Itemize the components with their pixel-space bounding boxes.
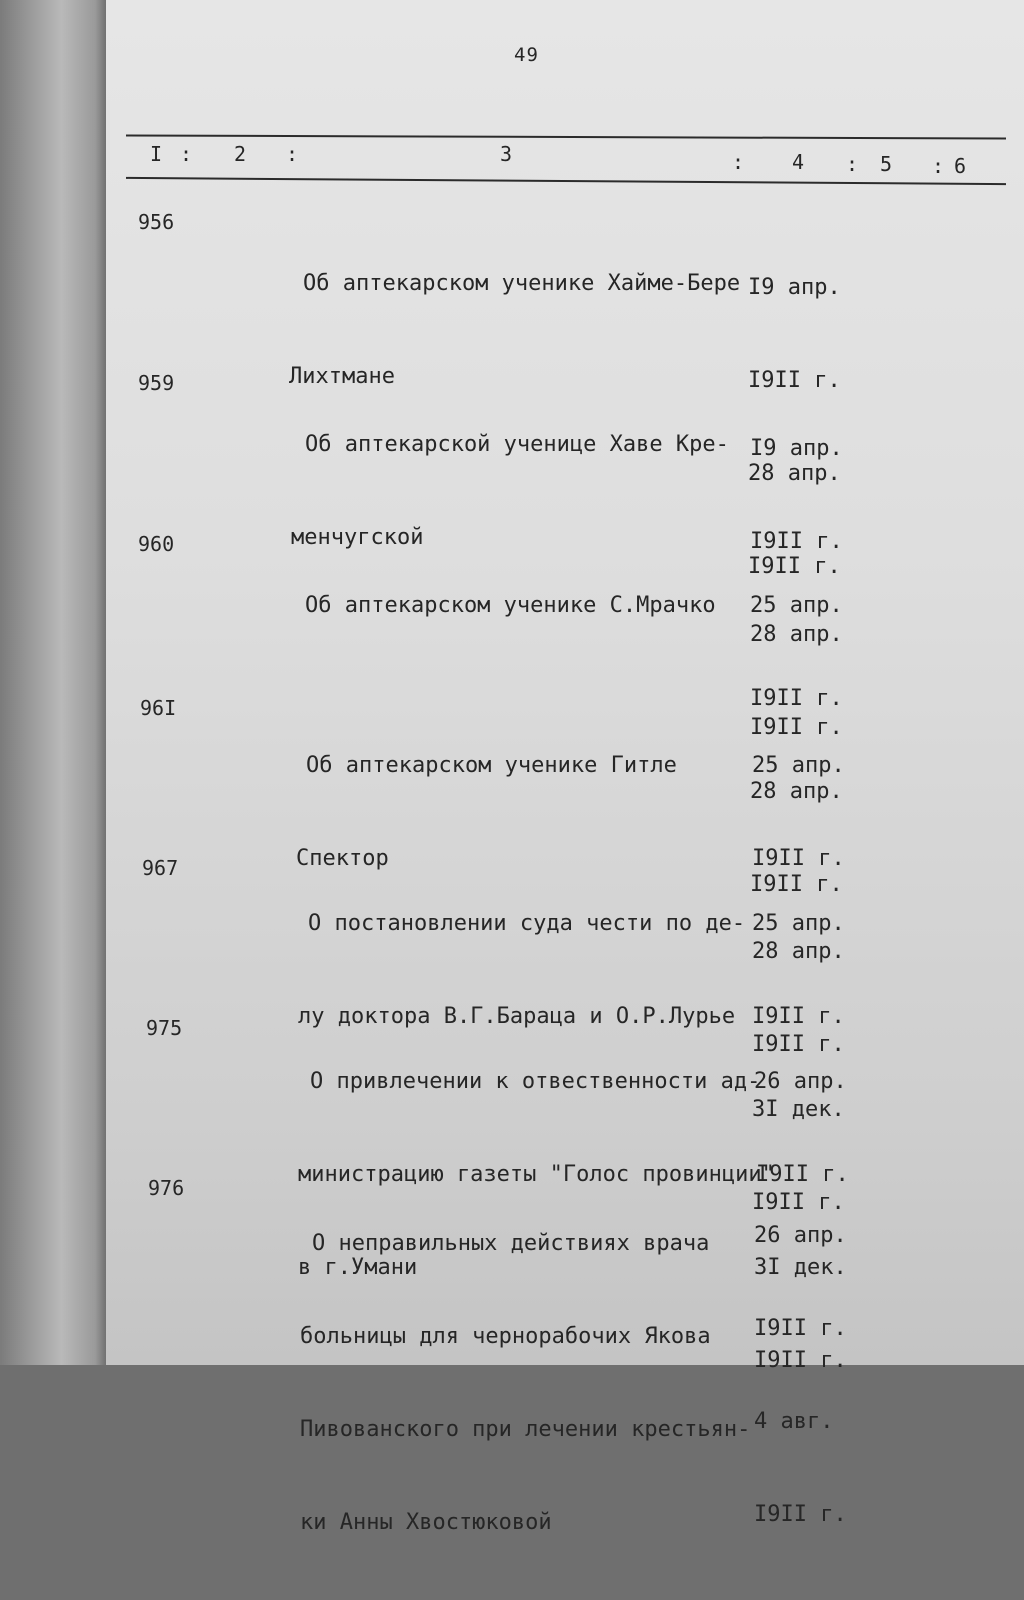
entry-text-line: Лихтмане [289,364,395,389]
date-line: I9II г. [750,529,843,554]
column-header-6: 6 [954,154,967,178]
entry-text-line: менчугской [291,525,424,550]
entry-number: 956 [138,210,175,234]
entry-text-line: ки Анны Хвостюковой [300,1510,552,1535]
entry-text-line: больницы для чернорабочих Якова [300,1324,711,1349]
entry-text-line: О привлечении к отвественности ад- [310,1069,761,1094]
column-separator: : [286,142,299,166]
entry-text-line: в г.Умани [298,1255,418,1280]
date-line: I9II г. [752,1032,845,1057]
entry-text-line: О постановлении суда чести по де- [308,911,746,936]
date-line: I9II г. [748,368,841,393]
page-number: 49 [514,44,539,66]
date-line: 4 авг. [754,1409,834,1434]
entry-text-line: Пивованского при лечении крестьян- [300,1417,751,1442]
entry-description [300,1166,750,1600]
document-page [106,0,1024,1535]
date-line: I9II г. [756,1162,849,1187]
date-line: I9II г. [754,1316,847,1341]
date-line: 25 апр. [752,911,845,936]
column-separator: : [846,152,859,176]
date-line: I9II г. [752,1004,845,1029]
entry-dates [754,1158,847,1592]
column-header-5: 5 [880,152,893,176]
date-line: 25 апр. [752,753,845,778]
entry-number: 959 [138,371,175,395]
date-line: 25 апр. [750,593,843,618]
column-separator: : [180,142,193,166]
column-separator: : [932,154,945,178]
date-line: I9II г. [754,1502,847,1527]
date-line: I9II г. [750,715,843,740]
column-separator: : [732,150,745,174]
entry-description [293,528,716,683]
date-line: 28 апр. [752,939,845,964]
date-line: 3I дек. [754,1255,847,1280]
date-line: 26 апр. [754,1223,847,1248]
date-line: I9II г. [748,554,841,579]
date-line: 3I дек. [752,1097,845,1122]
entry-text-line: министрацию газеты "Голос провинции" [298,1162,775,1187]
facing-page-edge [0,0,112,1365]
entry-number: 976 [148,1176,185,1200]
date-line: 26 апр. [754,1069,847,1094]
date-line: 28 апр. [748,461,841,486]
column-header-1: I [150,142,163,166]
date-line: I9 апр. [750,436,843,461]
entry-number: 96I [140,696,177,720]
date-line: I9 апр. [748,275,841,300]
date-line: I9II г. [752,846,845,871]
entry-text-line: лу доктора В.Г.Бараца и О.Р.Лурье [298,1004,736,1029]
entry-text-line: Об аптекарской ученице Хаве Кре- [305,432,729,457]
entry-number: 967 [142,856,179,880]
date-line: I9II г. [754,1348,847,1373]
entry-text-line: Спектор [296,846,389,871]
entry-text-line: О неправильных действиях врача [312,1231,710,1256]
column-header-3: 3 [500,142,513,166]
header-rule-top [126,134,1006,139]
column-header-4: 4 [792,150,805,174]
date-line: I9II г. [750,686,843,711]
entry-number: 960 [138,532,175,556]
header-rule-bottom [126,177,1006,185]
entry-text-line: Об аптекарском ученике С.Мрачко [305,593,716,618]
date-line: I9II г. [752,1190,845,1215]
date-line: 28 апр. [750,622,843,647]
entry-number: 975 [146,1016,183,1040]
date-line: I9II г. [750,872,843,897]
date-line: 28 апр. [750,779,843,804]
entry-text-line: Об аптекарском ученике Гитле [306,753,677,778]
column-header-2: 2 [234,142,247,166]
entry-text-line: Об аптекарском ученике Хайме-Бере [303,271,741,296]
